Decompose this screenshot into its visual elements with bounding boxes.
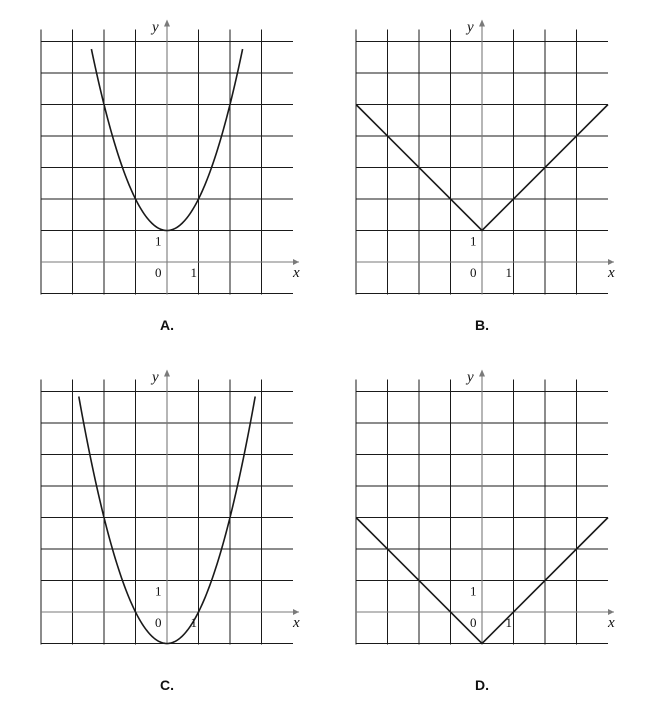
panel-c-option-label: C. (160, 677, 174, 693)
chart-panel-a (41, 20, 300, 334)
panel-c-origin-label: 0 (155, 615, 162, 630)
panel-b-y-tick-1: 1 (470, 233, 477, 249)
chart-panel-b (356, 20, 615, 334)
panel-b-y-axis-arrow (479, 20, 485, 27)
panel-b-y-axis-label: y (467, 19, 474, 36)
panel-a-x-axis-label: x (293, 265, 300, 281)
panel-c-y-tick-1: 1 (155, 583, 162, 599)
chart-panel-c (41, 370, 300, 694)
panel-a-y-tick-1: 1 (155, 233, 162, 249)
panel-a-y-axis-label: y (152, 19, 159, 36)
panel-d-option-label: D. (475, 677, 489, 693)
panel-c-y-axis-arrow (164, 370, 170, 377)
panel-b-x-tick-1: 1 (505, 265, 512, 280)
panel-a-y-axis-arrow (164, 20, 170, 27)
panel-d-x-axis-label: x (608, 615, 615, 631)
panel-c-x-axis-label: x (293, 615, 300, 631)
panel-d-y-axis-label: y (467, 369, 474, 386)
panel-c-x-tick-1: 1 (190, 615, 197, 630)
panel-c-y-axis-label: y (152, 369, 159, 386)
panel-b-origin-label: 0 (470, 265, 477, 280)
panel-a-x-tick-1: 1 (190, 265, 197, 280)
panel-d-x-tick-1: 1 (505, 615, 512, 630)
panel-b-option-label: B. (475, 317, 489, 333)
chart-panel-d (356, 370, 615, 694)
panel-d-y-axis-arrow (479, 370, 485, 377)
panel-b-x-axis-label: x (608, 265, 615, 281)
panel-d-y-tick-1: 1 (470, 583, 477, 599)
panel-a-origin-label: 0 (155, 265, 162, 280)
panel-a-option-label: A. (160, 317, 174, 333)
panel-d-origin-label: 0 (470, 615, 477, 630)
